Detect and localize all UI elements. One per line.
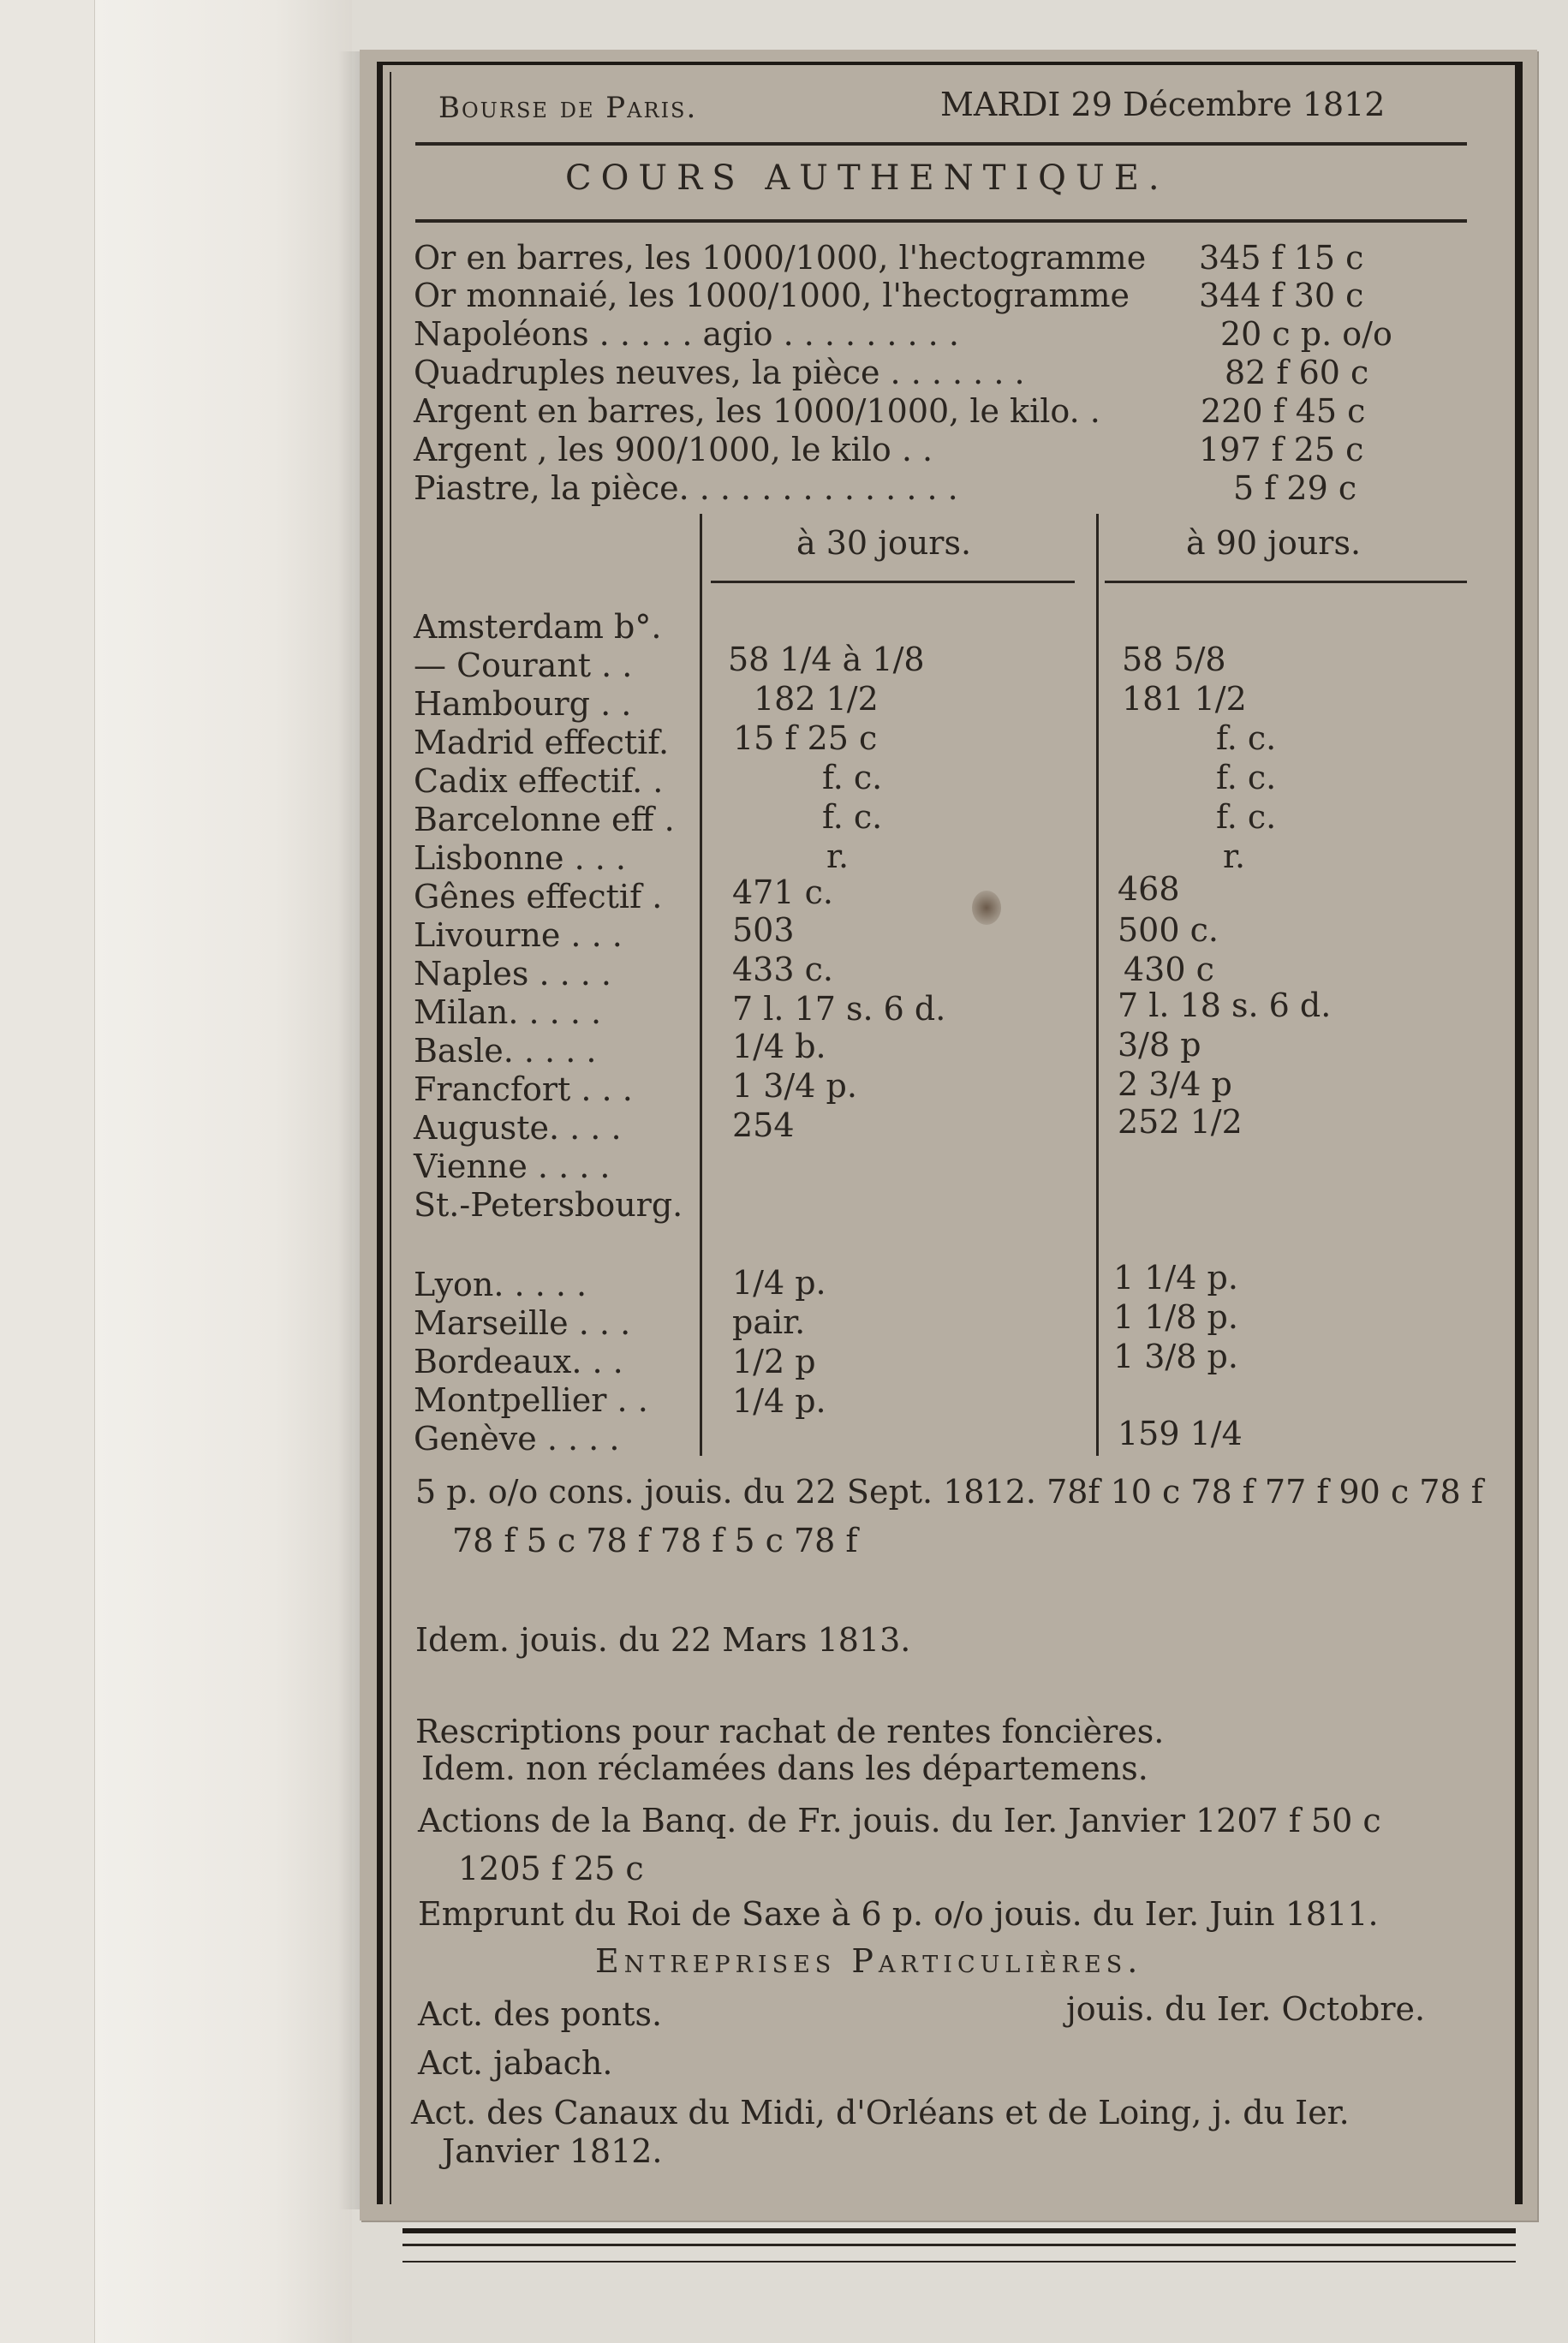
rate-30: 254 (732, 1106, 795, 1144)
rate-30: 1/4 p. (732, 1264, 826, 1302)
metal-value: 344 f 30 c (1199, 277, 1364, 314)
bottom-rule (402, 2228, 1516, 2233)
rate-90: f. c. (1216, 798, 1277, 836)
bottom-rule (402, 2244, 1516, 2246)
rate-30: 15 f 25 c (733, 719, 878, 757)
rate-90: 3/8 p (1118, 1026, 1201, 1064)
rate-30: 1/4 p. (732, 1382, 826, 1420)
rate-30: 471 c. (732, 873, 833, 911)
city-name: Hambourg . . (414, 685, 632, 723)
rate-30: 503 (732, 911, 795, 949)
city-name: — Courant . . (414, 647, 633, 684)
act-canaux: Act. des Canaux du Midi, d'Orléans et de Loing, j. du Ier. (411, 2094, 1350, 2131)
metal-value: 20 c p. o/o (1220, 315, 1392, 353)
actions-banque-2: 1205 f 25 c (458, 1850, 644, 1887)
city-name: Auguste. . . . (414, 1109, 622, 1147)
act-canaux-2: Janvier 1812. (442, 2132, 663, 2170)
rate-90: 58 5/8 (1122, 641, 1226, 678)
city-name: Vienne . . . . (414, 1148, 611, 1185)
header-date: MARDI 29 Décembre 1812 (940, 86, 1386, 123)
city-name: Livourne . . . (414, 916, 623, 954)
rate-90: 2 3/4 p (1118, 1065, 1232, 1103)
metal-label: Or monnaié, les 1000/1000, l'hectogramme (414, 277, 1130, 314)
title-rule (415, 219, 1467, 223)
city-name: Marseille . . . (414, 1304, 631, 1342)
column-header-90: à 90 jours. (1186, 524, 1362, 562)
rate-90: 468 (1118, 870, 1180, 908)
city-name: Lisbonne . . . (414, 839, 627, 877)
city-name: St.-Petersbourg. (414, 1186, 683, 1224)
column-header-30: à 30 jours. (796, 524, 972, 562)
rate-90: f. c. (1216, 759, 1277, 796)
rate-90: 159 1/4 (1118, 1415, 1243, 1452)
rate-90: 1 1/8 p. (1113, 1298, 1238, 1336)
entreprises-title: Entreprises Particulières. (595, 1942, 1143, 1980)
rate-30: f. c. (822, 798, 883, 836)
metal-value: 197 f 25 c (1199, 431, 1364, 468)
city-name: Madrid effectif. (414, 724, 670, 761)
metal-label: Argent en barres, les 1000/1000, le kilo. . (414, 392, 1100, 430)
rentes-line-2: 78 f 5 c 78 f 78 f 5 c 78 f (452, 1522, 858, 1559)
city-name: Genève . . . . (414, 1420, 620, 1458)
header-underline-30 (711, 581, 1075, 583)
city-name: Amsterdam b°. (414, 608, 662, 646)
rate-90: 252 1/2 (1118, 1103, 1243, 1141)
metal-value: 82 f 60 c (1225, 354, 1369, 391)
rate-90: 500 c. (1118, 911, 1219, 949)
rescriptions: Rescriptions pour rachat de rentes foncières. (415, 1713, 1165, 1750)
rate-90: 181 1/2 (1122, 680, 1247, 718)
metal-label: Or en barres, les 1000/1000, l'hectogramme (414, 239, 1147, 277)
rescriptions-idem: Idem. non réclamées dans les départemens. (421, 1750, 1148, 1787)
metal-value: 220 f 45 c (1201, 392, 1366, 430)
rate-30: f. c. (822, 759, 883, 796)
header-left: Bourse de Paris. (438, 91, 698, 125)
metal-label: Piastre, la pièce. . . . . . . . . . . . . . (414, 469, 958, 507)
city-name: Lyon. . . . . (414, 1266, 587, 1303)
act-ponts-jouis: jouis. du Ier. Octobre. (1066, 1990, 1426, 2028)
actions-banque: Actions de la Banq. de Fr. jouis. du Ier. Janvier 1207 f 50 c (418, 1802, 1381, 1839)
city-name: Bordeaux. . . (414, 1343, 623, 1380)
column-divider-right (1096, 514, 1099, 1456)
blank-facing-page (94, 0, 352, 2343)
city-name: Francfort . . . (414, 1070, 633, 1108)
metal-label: Argent , les 900/1000, le kilo . . (414, 431, 933, 468)
rate-30: r. (826, 838, 850, 875)
rate-30: 182 1/2 (754, 680, 879, 718)
header-rule (415, 142, 1467, 146)
emprunt-saxe: Emprunt du Roi de Saxe à 6 p. o/o jouis. du Ier. Juin 1811. (418, 1895, 1379, 1933)
metal-value: 345 f 15 c (1199, 239, 1364, 277)
page-title: COURS AUTHENTIQUE. (565, 158, 1169, 198)
rate-30: 58 1/4 à 1/8 (728, 641, 925, 678)
header-underline-90 (1105, 581, 1467, 583)
rate-90: 7 l. 18 s. 6 d. (1118, 987, 1332, 1024)
rate-30: 433 c. (732, 951, 833, 988)
rate-30: 1/2 p (732, 1343, 816, 1380)
rate-90: 1 1/4 p. (1113, 1259, 1238, 1297)
column-divider-left (700, 514, 702, 1456)
metal-value: 5 f 29 c (1233, 469, 1357, 507)
city-name: Basle. . . . . (414, 1032, 597, 1070)
city-name: Gênes effectif . (414, 878, 663, 915)
rentes-line-1: 5 p. o/o cons. jouis. du 22 Sept. 1812. 78f 10 c 78 f 77 f 90 c 78 f (415, 1473, 1483, 1511)
rate-30: 1/4 b. (732, 1028, 826, 1065)
metal-label: Quadruples neuves, la pièce . . . . . . . (414, 354, 1025, 391)
rate-30: 1 3/4 p. (732, 1067, 857, 1105)
city-name: Milan. . . . . (414, 993, 602, 1031)
rate-90: 1 3/8 p. (1113, 1338, 1238, 1375)
rentes-idem: Idem. jouis. du 22 Mars 1813. (415, 1621, 911, 1659)
city-name: Cadix effectif. . (414, 762, 664, 800)
rate-90: r. (1223, 838, 1246, 875)
city-name: Montpellier . . (414, 1381, 648, 1419)
metal-label: Napoléons . . . . . agio . . . . . . . . . (414, 315, 959, 353)
city-name: Naples . . . . (414, 955, 612, 993)
rate-90: f. c. (1216, 719, 1277, 757)
left-margin (0, 0, 94, 2343)
rate-30: 7 l. 17 s. 6 d. (732, 990, 946, 1028)
city-name: Barcelonne eff . (414, 801, 675, 838)
act-jabach: Act. jabach. (418, 2044, 613, 2082)
bottom-rule (402, 2261, 1516, 2263)
rate-90: 430 c (1124, 951, 1214, 988)
act-ponts: Act. des ponts. (418, 1995, 663, 2033)
ink-stain (972, 891, 1001, 925)
rate-30: pair. (732, 1303, 806, 1341)
